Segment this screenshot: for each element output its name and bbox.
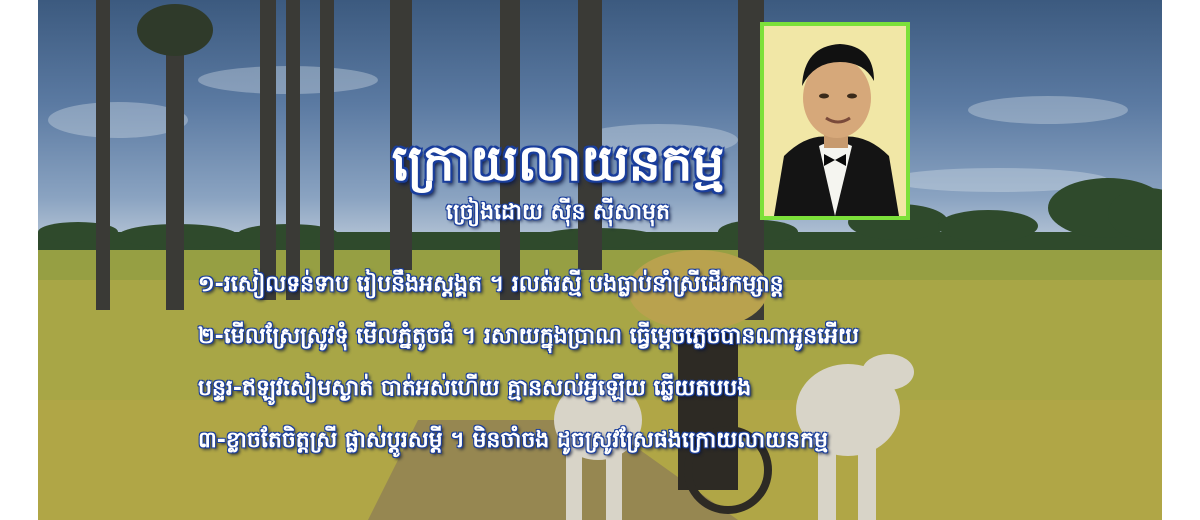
lyric-line-1: ១-រសៀលទន់ទាប រៀបនឹងអស្តង្គត ។ រលត់រស្មី បងធ្លាប់នាំស្រីដើរកម្សាន្ត [198,272,784,297]
singer-credit: ច្រៀងដោយ ស៊ីន ស៊ីសាមុត [446,200,670,225]
song-title: ក្រោយលាយនកម្ម [391,134,725,192]
video-frame [38,0,1162,520]
portrait-image [764,26,906,216]
lyric-line-2: ២-មើលស្រែស្រូវទុំ មើលភ្នំតូចធំ ។ រសាយក្នុងប្រាណ ធ្វើម្តេចភ្លេចបានណាអូនអើយ [198,324,859,349]
lyric-line-3: ៣-ខ្លាចតែចិត្តស្រី ផ្លាស់ប្តូរសម្តី ។ មិនចាំចង ដូចស្រូវស្រែផងក្រោយលាយនកម្ម [198,428,828,453]
singer-portrait [760,22,910,220]
lyric-line-chorus: បន្ទរ-ឥឡូវសៀមស្ងាត់ បាត់អស់ហើយ គ្មានសល់អ្វីឡើយ ឆ្លើយតបបង [198,376,752,401]
